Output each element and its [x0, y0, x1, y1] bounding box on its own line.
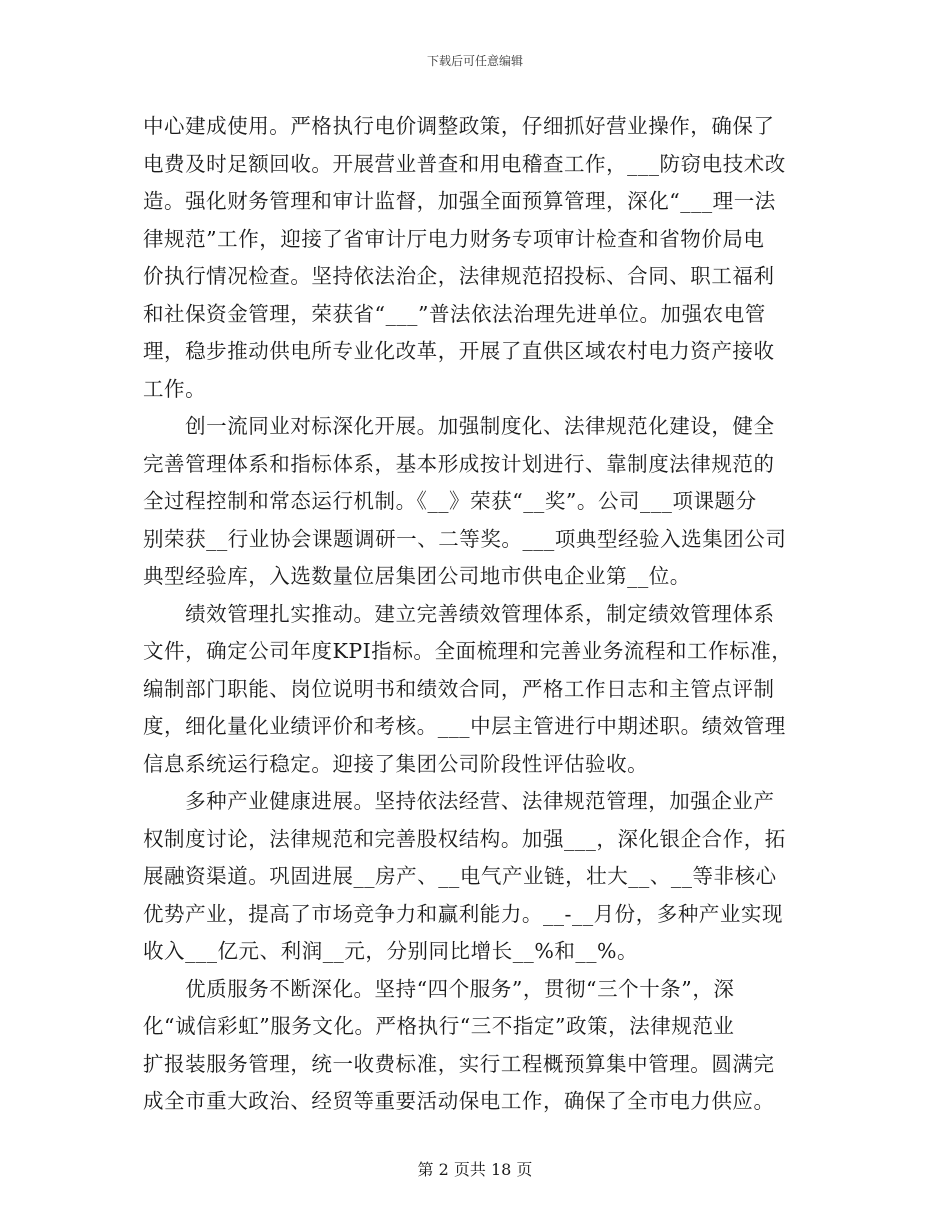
text-line: 造。强化财务管理和审计监督，加强全面预算管理，深化“___理一法: [143, 189, 776, 213]
text-line: 和社保资金管理，荣获省“___”普法依法治理先进单位。加强农电管: [143, 301, 766, 326]
text-line: 价执行情况检查。坚持依法治企，法律规范招投标、合同、职工福利: [143, 264, 775, 288]
text-line: 创一流同业对标深化开展。加强制度化、法律规范化建设，健全: [143, 414, 775, 438]
text-line: 优质服务不断深化。坚持“四个服务”，贯彻“三个十条”，深: [143, 976, 735, 1001]
text-line: 展融资渠道。巩固进展__房产、__电气产业链，壮大__、__等非核心: [143, 864, 777, 888]
text-line: 全过程控制和常态运行机制。《__》荣获“__奖”。公司___项课题分: [143, 489, 757, 513]
page-header: 下载后可任意编辑: [426, 54, 523, 68]
document-body: [143, 108, 808, 1121]
page-footer: 第 2 页共 18 页: [417, 1160, 533, 1179]
text-line: 度，细化量化业绩评价和考核。___中层主管进行中期述职。绩效管理: [143, 714, 786, 738]
text-line: 化“诚信彩虹”服务文化。严格执行“三不指定”政策，法律规范业: [143, 1014, 735, 1038]
text-line: 绩效管理扎实推动。建立完善绩效管理体系，制定绩效管理体系: [143, 601, 775, 626]
text-line: 成全市重大政治、经贸等重要活动保电工作，确保了全市电力供应。: [143, 1089, 775, 1113]
text-line: 中心建成使用。严格执行电价调整政策，仔细抓好营业操作，确保了: [143, 114, 775, 138]
text-line: 权制度讨论，法律规范和完善股权结构。加强___，深化银企合作，拓: [143, 826, 786, 851]
text-line: 理，稳步推动供电所专业化改革，开展了直供区域农村电力资产接收: [143, 339, 775, 363]
text-line: 完善管理体系和指标体系，基本形成按计划进行、靠制度法律规范的: [143, 451, 775, 476]
text-line: 多种产业健康进展。坚持依法经营、法律规范管理，加强企业产: [143, 789, 775, 813]
text-line: 优势产业，提高了市场竞争力和赢利能力。__-__月份，多种产业实现: [143, 901, 784, 926]
text-line: 文件，确定公司年度KPI指标。全面梳理和完善业务流程和工作标准，: [143, 639, 793, 663]
text-line: 典型经验库，入选数量位居集团公司地市供电企业第__位。: [143, 564, 691, 588]
text-line: 工作。: [143, 376, 207, 401]
text-line: 信息系统运行稳定。迎接了集团公司阶段性评估验收。: [143, 751, 649, 776]
text-line: 编制部门职能、岗位说明书和绩效合同，严格工作日志和主管点评制: [143, 676, 775, 701]
text-line: 律规范”工作，迎接了省审计厅电力财务专项审计检查和省物价局电: [143, 226, 765, 251]
text-line: 扩报装服务管理，统一收费标准，实行工程概预算集中管理。圆满完: [143, 1051, 775, 1076]
text-line: 电费及时足额回收。开展营业普查和用电稽查工作，___防窃电技术改: [143, 151, 786, 176]
text-line: 收入___亿元、利润__元，分别同比增长__%和__%。: [143, 939, 639, 963]
text-line: 别荣获__行业协会课题调研一、二等奖。___项典型经验入选集团公司: [143, 526, 787, 551]
